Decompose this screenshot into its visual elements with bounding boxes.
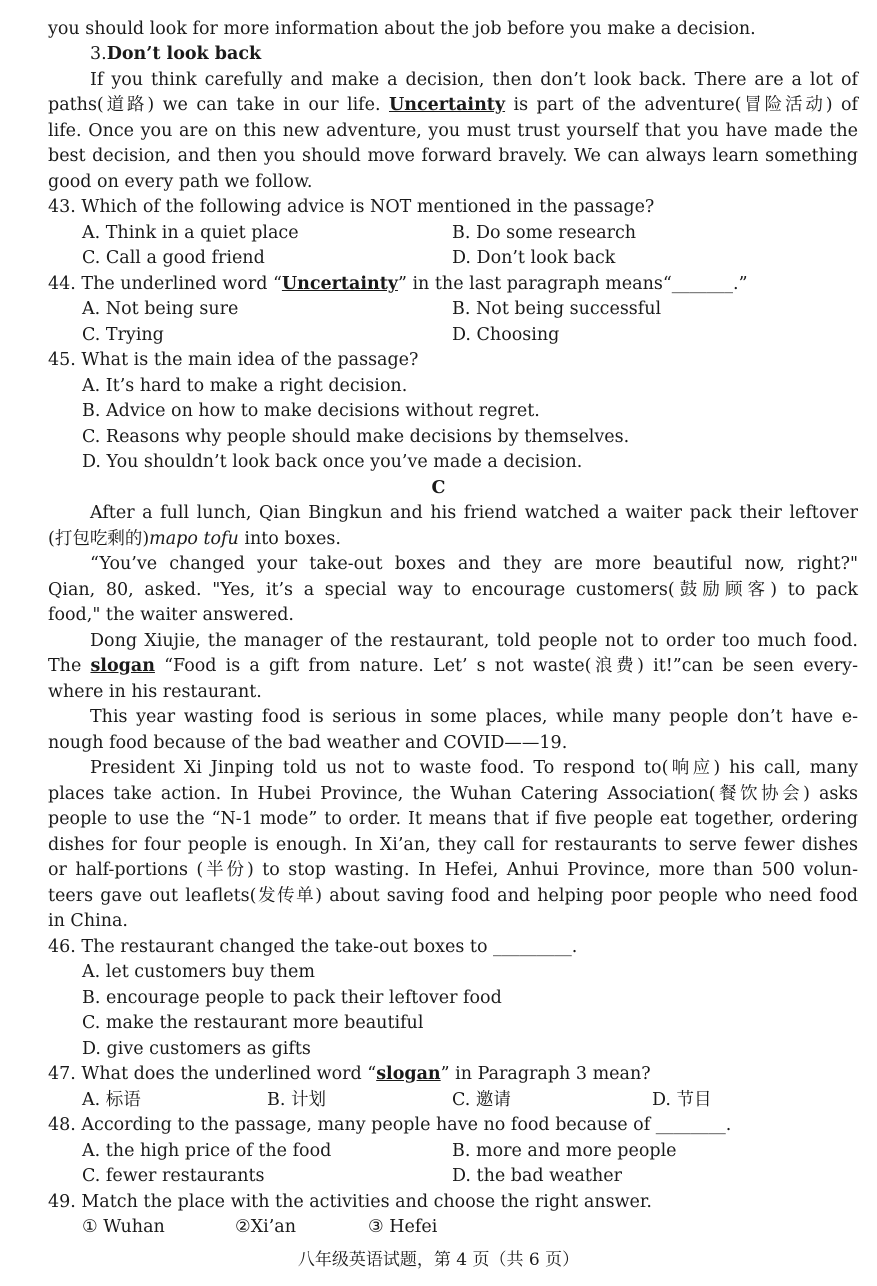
underlined-word: Uncertainty: [281, 274, 398, 294]
question-43: 43. Which of the following advice is NOT mentioned in the passage?: [48, 197, 655, 217]
text-segment: ” in Paragraph 3 mean?: [440, 1064, 651, 1084]
text-line: Dong Xiujie, the manager of the restaurant, told people not to order too much food.: [90, 631, 858, 651]
section-title: Don’t look back: [106, 44, 262, 64]
text-line: you should look for more information about the job before you make a decision.: [48, 19, 756, 39]
italic-term: mapo tofu: [149, 529, 239, 549]
question-47: [48, 1062, 858, 1087]
option-row: [82, 221, 858, 246]
passage-heading: C: [431, 478, 446, 498]
option-d: D. 节目: [652, 1090, 712, 1110]
question-45: 45. What is the main idea of the passage?: [48, 350, 419, 370]
option-a: A. It’s hard to make a right decision.: [82, 376, 408, 396]
text-line: in China.: [48, 911, 128, 931]
section-heading: [90, 42, 858, 67]
option-a: A. Not being sure: [82, 299, 239, 319]
option-b: B. more and more people: [452, 1141, 677, 1161]
text-segment: ” in the last paragraph means“_______.”: [397, 274, 748, 294]
text-line: nough food because of the bad weather and COVID——19.: [48, 733, 568, 753]
option-d: D. give customers as gifts: [82, 1039, 311, 1059]
text-line: [48, 527, 858, 552]
option-b: B. 计划: [267, 1090, 326, 1110]
underlined-word: slogan: [90, 656, 155, 676]
option-c: C. fewer restaurants: [82, 1166, 265, 1186]
text-segment: 47. What does the underlined word “: [48, 1064, 377, 1084]
place-hefei: ③ Hefei: [368, 1217, 438, 1237]
underlined-word: Uncertainty: [389, 95, 506, 115]
section-number: 3.: [90, 44, 107, 64]
option-c: C. Trying: [82, 325, 164, 345]
option-row: [82, 297, 858, 322]
option-c: C. Call a good friend: [82, 248, 265, 268]
text-line: food," the waiter answered.: [48, 605, 294, 625]
text-segment: is part of the adventure(冒险活动) of: [505, 95, 858, 115]
place-wuhan: ① Wuhan: [82, 1217, 165, 1237]
text-line: This year wasting food is serious in some places, while many people don’t have e-: [90, 707, 858, 727]
text-line: President Xi Jinping told us not to waste food. To respond to(响应) his call, many: [90, 758, 858, 778]
text-segment: into boxes.: [238, 529, 341, 549]
text-line: Qian, 80, asked. "Yes, it’s a special way to encourage customers(鼓励顾客) to pack: [48, 580, 858, 600]
option-b: B. Advice on how to make decisions without regret.: [82, 401, 540, 421]
text-line: or half-portions (半份) to stop wasting. In Hefei, Anhui Province, more than 500 volun-: [48, 860, 858, 880]
option-b: B. Not being successful: [452, 299, 662, 319]
option-row: [82, 1164, 858, 1189]
text-line: life. Once you are on this new adventure, you must trust yourself that you have made the: [48, 121, 858, 141]
text-line: [48, 654, 858, 679]
option-row: [82, 323, 858, 348]
option-a: A. the high price of the food: [82, 1141, 332, 1161]
question-49: 49. Match the place with the activities and choose the right answer.: [48, 1192, 652, 1212]
page-footer: 八年级英语试题，第 4 页（共 6 页）: [297, 1250, 580, 1270]
option-b: B. encourage people to pack their leftover food: [82, 988, 502, 1008]
text-line: best decision, and then you should move forward bravely. We can always learn something: [48, 146, 858, 166]
option-d: D. Don’t look back: [452, 248, 616, 268]
question-48: 48. According to the passage, many people have no food because of ________.: [48, 1115, 732, 1135]
text-line: [48, 93, 858, 118]
underlined-word: slogan: [376, 1064, 441, 1084]
place-list: [82, 1215, 858, 1240]
option-row: [82, 1139, 858, 1164]
text-segment: (打包吃剩的): [48, 529, 150, 549]
option-b: B. Do some research: [452, 223, 637, 243]
text-line: “You’ve changed your take-out boxes and they are more beautiful now, right?": [90, 554, 858, 574]
question-44: [48, 272, 858, 297]
text-segment: “Food is a gift from nature. Let’ s not waste(浪费) it!”can be seen every-: [154, 656, 858, 676]
text-segment: 44. The underlined word “: [48, 274, 282, 294]
option-d: D. Choosing: [452, 325, 560, 345]
option-c: C. 邀请: [452, 1090, 511, 1110]
option-c: C. Reasons why people should make decisions by themselves.: [82, 427, 630, 447]
text-segment: paths(道路) we can take in our life.: [48, 95, 389, 115]
option-a: A. Think in a quiet place: [82, 223, 299, 243]
option-a: A. let customers buy them: [82, 962, 315, 982]
text-line: where in his restaurant.: [48, 682, 262, 702]
text-line: good on every path we follow.: [48, 172, 313, 192]
option-row: [82, 246, 858, 271]
text-line: If you think carefully and make a decision, then don’t look back. There are a lot of: [90, 70, 858, 90]
text-line: After a full lunch, Qian Bingkun and his friend watched a waiter pack their leftover: [90, 503, 858, 523]
text-segment: The: [48, 656, 91, 676]
option-d: D. the bad weather: [452, 1166, 622, 1186]
text-line: dishes for four people is enough. In Xi’an, they call for restaurants to serve fewer dishes: [48, 835, 858, 855]
question-46: 46. The restaurant changed the take-out boxes to _________.: [48, 937, 578, 957]
option-row: [82, 1088, 858, 1113]
option-a: A. 标语: [82, 1090, 141, 1110]
text-line: teers gave out leaflets(发传单) about saving food and helping poor people who need food: [48, 886, 858, 906]
text-line: people to use the “N-1 mode” to order. It means that if five people eat together, ordering: [48, 809, 858, 829]
option-c: C. make the restaurant more beautiful: [82, 1013, 424, 1033]
text-line: places take action. In Hubei Province, the Wuhan Catering Association(餐饮协会) asks: [48, 784, 858, 804]
option-d: D. You shouldn’t look back once you’ve made a decision.: [82, 452, 583, 472]
place-xian: ②Xi’an: [235, 1217, 297, 1237]
